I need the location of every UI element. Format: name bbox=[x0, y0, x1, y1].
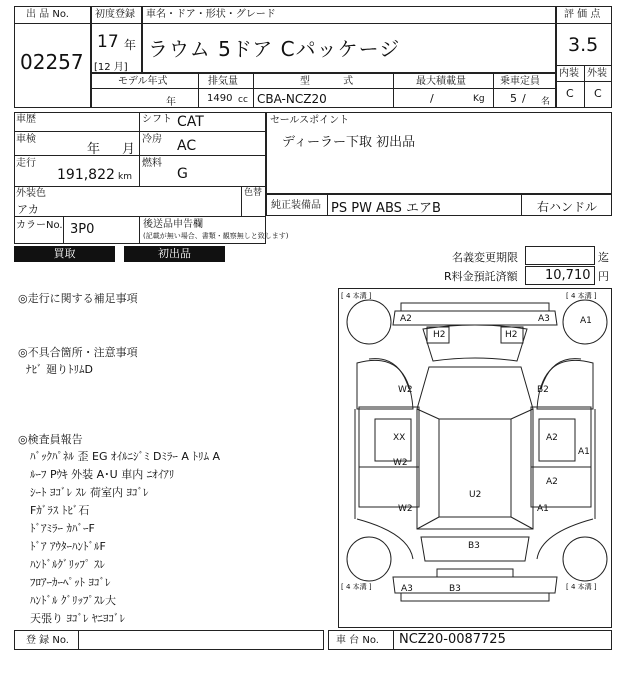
name-change-unit: 迄 bbox=[598, 251, 609, 264]
first-reg-year-unit: 年 bbox=[124, 38, 137, 52]
inspector-line-3: ｼｰﾄ ﾖｺﾞﾚ ｽﾚ 荷室内 ﾖｺﾞﾚ bbox=[30, 486, 149, 499]
inspector-line-1: ﾊﾞｯｸﾊﾟﾈﾙ 歪 EG ｵｲﾙﾆｼﾞﾐ Dﾐﾗｰ A ﾄﾘﾑ A bbox=[30, 450, 220, 463]
defect-title: ◎不具合箇所・注意事項 bbox=[18, 346, 138, 359]
mark-back-door: B3 bbox=[468, 541, 480, 551]
capacity-slash: / bbox=[522, 92, 526, 105]
supp-title: ◎走行に関する補足事項 bbox=[18, 292, 138, 305]
mark-right-front-tire: A1 bbox=[580, 316, 592, 326]
equipment-label: 純正装備品 bbox=[271, 200, 321, 211]
capacity-label: 乗車定員 bbox=[500, 76, 540, 87]
ext-color-label: 外装色 bbox=[16, 188, 46, 199]
tire-tread-front-right: [ 4 本溝 ] bbox=[566, 292, 597, 300]
inspector-line-2: ﾙｰﾌ Pｳｷ 外装 A･U 車内 ﾆｵｲｱﾘ bbox=[30, 468, 175, 481]
fuel-label: 燃料 bbox=[142, 158, 162, 169]
first-reg-year: 17 bbox=[97, 32, 119, 52]
inspector-title: ◎検査員報告 bbox=[18, 433, 83, 446]
first-listing-bar: 初出品 bbox=[124, 246, 225, 262]
displacement-unit: cc bbox=[238, 95, 248, 105]
recolor-label: 色替 bbox=[244, 188, 263, 198]
name-change-value-box bbox=[525, 246, 595, 265]
color-no-value: 3P0 bbox=[70, 222, 95, 237]
shift-label: シフト bbox=[142, 114, 172, 125]
inspector-line-10: 天張り ﾖｺﾞﾚ ﾔﾆﾖｺﾞﾚ bbox=[30, 612, 125, 625]
purchase-bar: 買取 bbox=[14, 246, 115, 262]
interior-label: 内装 bbox=[559, 68, 579, 79]
tire-tread-front-left: [ 4 本溝 ] bbox=[341, 292, 372, 300]
car-name: ラウム 5ドア Cパッケージ bbox=[148, 37, 401, 61]
mark-right-fender: B2 bbox=[537, 385, 549, 395]
mark-right-front-door: A2 bbox=[546, 433, 558, 443]
score-label: 評 価 点 bbox=[564, 9, 601, 20]
history-label: 車歴 bbox=[16, 114, 36, 125]
inspection-year-unit: 年 bbox=[87, 142, 101, 157]
tire-tread-rear-left: [ 4 本溝 ] bbox=[341, 583, 372, 591]
car-name-label: 車名・ドア・形状・グレード bbox=[146, 9, 276, 20]
chassis-label: 車 台 No. bbox=[336, 635, 379, 646]
car-outline bbox=[339, 289, 611, 627]
model-year-unit: 年 bbox=[166, 97, 176, 108]
model-year-label: モデル年式 bbox=[118, 76, 168, 87]
lot-no-label: 出 品 No. bbox=[26, 9, 69, 20]
displacement-label: 排気量 bbox=[208, 76, 238, 87]
defect-line-1: ﾅﾋﾞ 廻りﾄﾘﾑD bbox=[26, 363, 93, 376]
mark-roof: U2 bbox=[469, 490, 482, 500]
recycle-label: R料金預託済額 bbox=[444, 270, 518, 283]
tire-tread-rear-right: [ 4 本溝 ] bbox=[566, 583, 597, 591]
model-code-label: 型 式 bbox=[300, 76, 354, 87]
mileage-value: 191,822 bbox=[57, 167, 115, 183]
mileage-unit: km bbox=[118, 172, 132, 182]
mark-headlight-right: H2 bbox=[505, 330, 518, 340]
sales-point-value: ディーラー下取 初出品 bbox=[282, 135, 416, 150]
sales-point-label: セールスポイント bbox=[270, 115, 350, 126]
max-load-slash: / bbox=[430, 92, 434, 105]
displacement-value: 1490 bbox=[207, 93, 233, 104]
mark-front-bumper-left: A2 bbox=[400, 314, 412, 324]
mark-right-rocker: A1 bbox=[578, 447, 590, 457]
aircon-value: AC bbox=[177, 138, 197, 154]
ext-color-value: アカ bbox=[17, 203, 39, 216]
shift-value: CAT bbox=[177, 114, 204, 130]
model-code: CBA-NCZ20 bbox=[257, 92, 327, 106]
chassis-no: NCZ20-0087725 bbox=[399, 632, 506, 647]
capacity-unit: 名 bbox=[541, 97, 551, 107]
capacity-value: 5 bbox=[510, 92, 517, 105]
mark-front-bumper-right: A3 bbox=[538, 314, 550, 324]
mark-left-rear-door: W2 bbox=[393, 458, 408, 468]
exterior-label: 外装 bbox=[587, 68, 607, 79]
inspector-line-9: ﾊﾝﾄﾞﾙ ｸﾞﾘｯﾌﾟｽﾚ大 bbox=[30, 594, 116, 607]
inspection-month-unit: 月 bbox=[122, 142, 136, 157]
interior-grade: C bbox=[566, 87, 574, 100]
max-load-label: 最大積載量 bbox=[416, 76, 466, 87]
inspector-line-8: ﾌﾛｱｰｶｰﾍﾟｯﾄ ﾖｺﾞﾚ bbox=[30, 576, 111, 589]
reg-no-label: 登 録 No. bbox=[26, 635, 69, 646]
aircon-label: 冷房 bbox=[142, 134, 162, 145]
inspection-label: 車検 bbox=[16, 134, 36, 145]
later-docs-note: (記載が無い場合、書類・観察無しと致します) bbox=[143, 232, 289, 240]
mark-rear-bumper-center: B3 bbox=[449, 584, 461, 594]
mark-headlight-left: H2 bbox=[433, 330, 446, 340]
damage-diagram bbox=[338, 288, 612, 628]
mark-left-front-door: XX bbox=[393, 433, 406, 443]
mark-right-quarter: A1 bbox=[537, 504, 549, 514]
color-no-label: カラーNo. bbox=[16, 220, 63, 231]
inspector-line-6: ﾄﾞｱ ｱｳﾀｰﾊﾝﾄﾞﾙF bbox=[30, 540, 106, 553]
recycle-amount: 10,710 bbox=[545, 268, 591, 283]
name-change-label: 名義変更期限 bbox=[452, 251, 518, 264]
inspector-line-4: Fｶﾞﾗｽ ﾄﾋﾞ石 bbox=[30, 504, 90, 517]
exterior-grade: C bbox=[594, 87, 602, 100]
max-load-unit: Kg bbox=[473, 94, 485, 104]
lot-number: 02257 bbox=[20, 50, 84, 74]
mark-rear-bumper-left: A3 bbox=[401, 584, 413, 594]
equipment-value: PS PW ABS エアB bbox=[331, 201, 441, 216]
mileage-label: 走行 bbox=[16, 158, 36, 169]
later-docs-label: 後送品申告欄 bbox=[143, 219, 203, 230]
score-value: 3.5 bbox=[568, 34, 599, 56]
handle-value: 右ハンドル bbox=[537, 200, 598, 214]
first-reg-month: [12 月] bbox=[94, 62, 128, 73]
mark-right-rear-door: A2 bbox=[546, 477, 558, 487]
mark-left-fender: W2 bbox=[398, 385, 413, 395]
mark-left-quarter: W2 bbox=[398, 504, 413, 514]
fuel-value: G bbox=[177, 166, 188, 182]
recycle-unit: 円 bbox=[598, 270, 609, 283]
inspector-line-7: ﾊﾝﾄﾞﾙｸﾞﾘｯﾌﾟ ｽﾚ bbox=[30, 558, 105, 571]
inspector-line-5: ﾄﾞｱﾐﾗｰ ｶﾊﾞｰF bbox=[30, 522, 95, 535]
first-reg-label: 初度登録 bbox=[95, 9, 135, 20]
